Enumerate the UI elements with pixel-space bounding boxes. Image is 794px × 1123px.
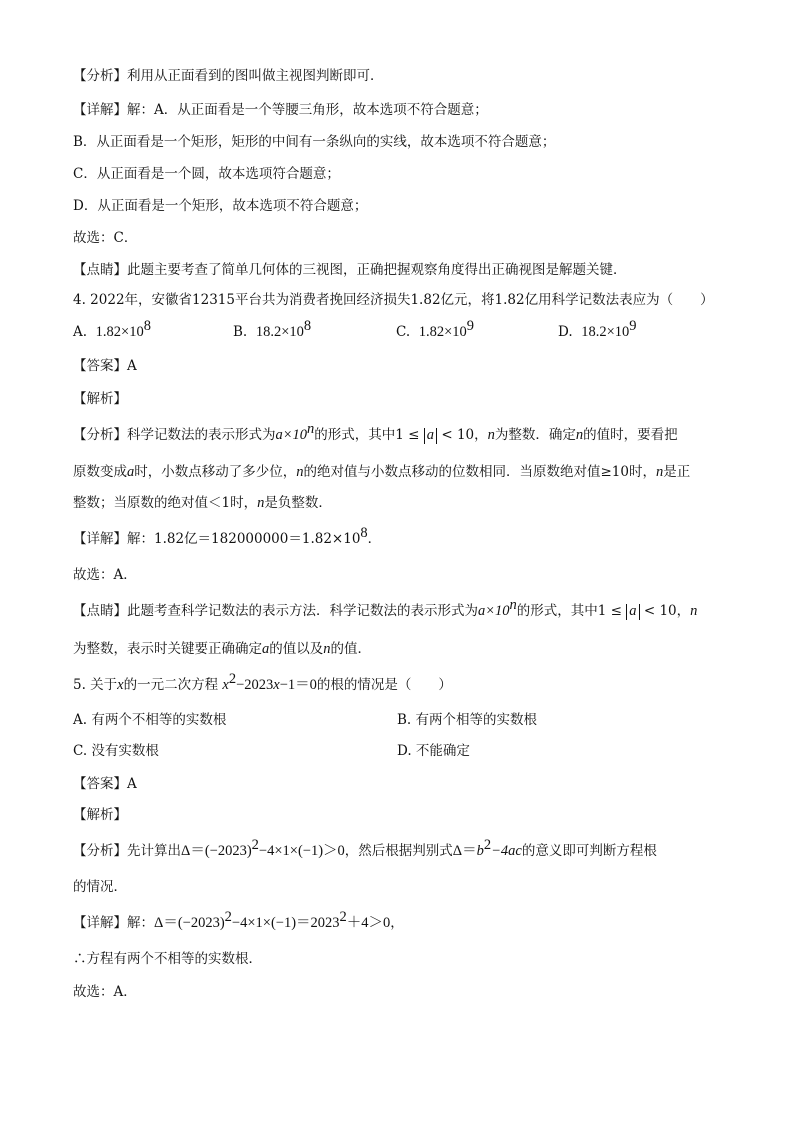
q3-choose: 故选：C． [73, 230, 138, 246]
q5-answer: 【答案】A [73, 776, 137, 792]
q5-option-a: A. 有两个不相等的实数根 [73, 712, 227, 728]
q4-analysis-line-2: 原数变成a时，小数点移动了多少位，n的绝对值与小数点移动的位数相同．当原数绝对值≥10时，n是正 [73, 464, 691, 480]
q4-jiexi: 【解析】 [73, 391, 127, 407]
q5-option-b: B. 有两个相等的实数根 [397, 712, 538, 728]
q5-analysis-line-1: 【分析】先计算出$\Delta=(-2023)^2-4\times 1\times(-1)>0$，然后根据判别式$\Delta=b^2-4ac$的意义即可判断方程根 [73, 837, 657, 859]
q5-choose: 故选：A． [73, 984, 137, 1000]
q4-choose: 故选：A． [73, 567, 137, 583]
q3-option-d-explanation: D．从正面看是一个矩形，故本选项不符合题意； [73, 198, 368, 214]
q4-option-b: B. $18.2\times 10^8$ [233, 318, 312, 340]
q4-option-d: D. $18.2\times 10^9$ [558, 318, 637, 340]
q4-detail: 【详解】解：1.82亿$=182000000=1.82\times 10^8$． [73, 525, 382, 547]
q5-option-d: D. 不能确定 [397, 743, 470, 759]
q3-analysis: 【分析】利用从正面看到的图叫做主视图判断即可． [73, 68, 384, 84]
q5-detail: 【详解】解：$\Delta=(-2023)^2-4\times 1\times(-1)=2023^2+4>0$， [73, 909, 404, 931]
q3-option-b-explanation: B．从正面看是一个矩形，矩形的中间有一条纵向的实线，故本选项不符合题意； [73, 134, 556, 150]
q5-option-c: C. 没有实数根 [73, 743, 159, 759]
q3-comment: 【点睛】此题主要考查了简单几何体的三视图，正确把握观察角度得出正确视图是解题关键． [73, 262, 627, 278]
q4-option-a: A. $1.82\times 10^8$ [73, 318, 151, 340]
q4-option-c: C. $1.82\times 10^9$ [396, 318, 475, 340]
q4-analysis-line-1: 【分析】科学记数法的表示形式为$a\times 10^n$的形式，其中1 ≤ a < 10，n为整数．确定n的值时，要看把 [73, 421, 678, 443]
q5-analysis-line-2: 的情况． [73, 879, 127, 895]
q4-analysis-line-3: 整数；当原数的绝对值＜1时，n是负整数． [73, 495, 332, 511]
q4-stem: 4. 2022年，安徽省12315平台共为消费者挽回经济损失1.82亿元，将1.82亿用科学记数法表应为（ ） [73, 292, 714, 308]
q3-option-c-explanation: C．从正面看是一个圆，故本选项符合题意； [73, 166, 340, 182]
q4-comment-line-2: 为整数，表示时关键要正确确定a的值以及n的值． [73, 641, 371, 657]
q4-comment-line-1: 【点睛】此题考查科学记数法的表示方法．科学记数法的表示形式为$a\times 10^n$的形式，其中1 ≤ a < 10，n [73, 597, 698, 619]
q5-stem: 5. 关于x的一元二次方程 $x^2-2023x-1=0$的根的情况是（ ） [73, 671, 452, 693]
q5-jiexi: 【解析】 [73, 807, 127, 823]
q5-conclusion: ∴方程有两个不相等的实数根． [73, 951, 262, 967]
q4-answer: 【答案】A [73, 358, 137, 374]
q3-detail: 【详解】解：A．从正面看是一个等腰三角形，故本选项不符合题意； [73, 102, 488, 118]
